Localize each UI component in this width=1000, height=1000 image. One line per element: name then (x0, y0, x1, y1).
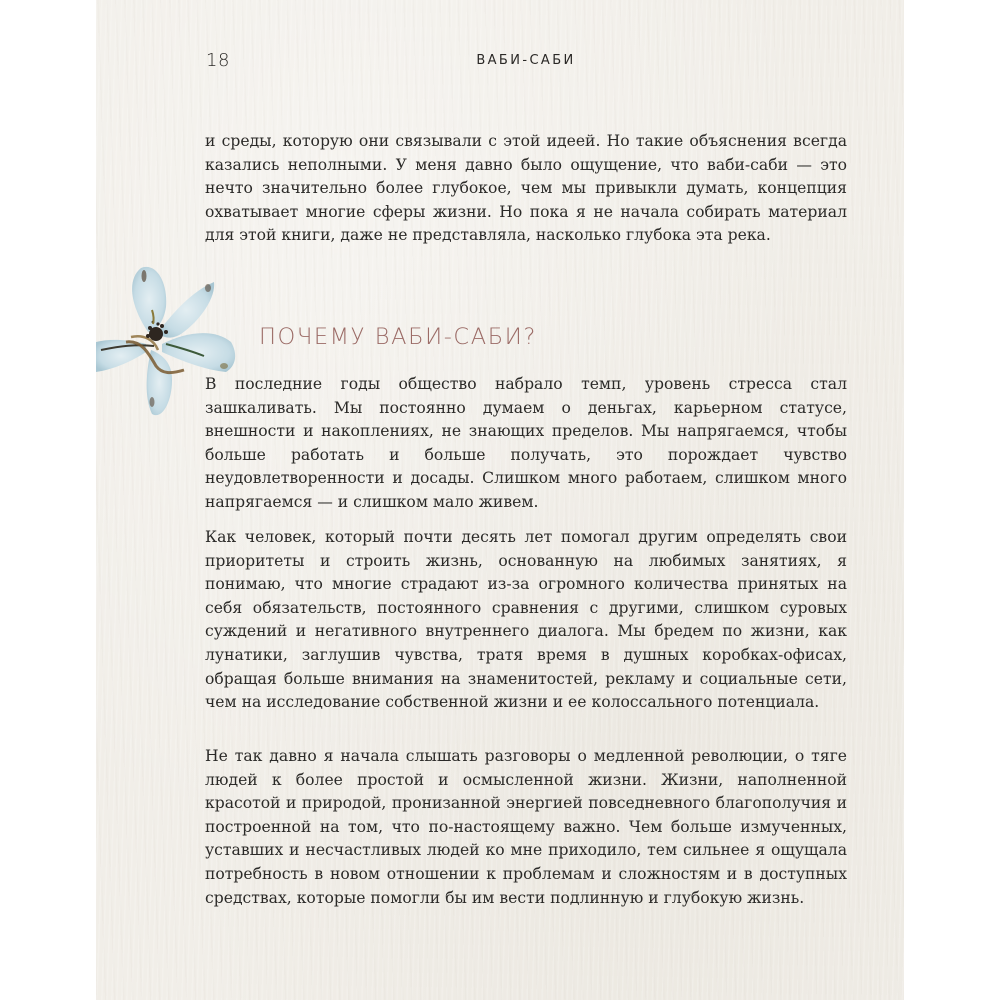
paragraph: В последние годы общество набрало темп, уровень стресса стал зашкаливать. Мы постоянно думаем о деньгах, карьерном статусе, внешности и накоплениях, не знающих пределов. Мы напрягаемся, чтобы больше работать и больше получать, это порождает чувство неудовлетворенности и досады. Слишком много работаем, слишком много напрягаемся — и слишком мало живем. (205, 375, 847, 511)
section-paragraph-2 (205, 526, 847, 715)
section-paragraph-3 (205, 745, 847, 910)
intro-paragraph (205, 130, 847, 248)
page-number: 18 (206, 50, 230, 71)
book-page (96, 0, 904, 1000)
paragraph: Как человек, который почти десять лет помогал другим определять свои приоритеты и строить жизнь, основанную на любимых занятиях, я понимаю, что многие страдают из-за огромного количества принятых на себя обязательств, постоянного сравнения с другими, слишком суровых суждений и негативного внутреннего диалога. Мы бредем по жизни, как лунатики, заглушив чувства, тратя время в душных коробках-офисах, обращая больше внимания на знаменитостей, рекламу и социальные сети, чем на исследование собственной жизни и ее колоссального потенциала. (205, 528, 847, 712)
paragraph: и среды, которую они связывали с этой идеей. Но такие объяснения всегда казались неполными. У меня давно было ощущение, что ваби-саби — это нечто значительно более глубокое, чем мы привыкли думать, концепция охватывает многие сферы жизни. Но пока я не начала собирать материал для этой книги, даже не представляла, насколько глубока эта река. (205, 132, 847, 245)
section-heading: ПОЧЕМУ ВАБИ-САБИ? (259, 324, 537, 350)
paragraph: Не так давно я начала слышать разговоры о медленной революции, о тяге людей к более простой и осмысленной жизни. Жизни, наполненной красотой и природой, пронизанной энергией повседневного благополучия и построенной на том, что по-настоящему важно. Чем больше измученных, уставших и несчастливых людей ко мне приходило, тем сильнее я ощущала потребность в новом отношении к проблемам и сложностям и в доступных средствах, которые помогли бы им вести подлинную и глубокую жизнь. (205, 747, 847, 907)
section-paragraph-1 (205, 373, 847, 515)
running-header: ВАБИ-САБИ (476, 53, 576, 68)
